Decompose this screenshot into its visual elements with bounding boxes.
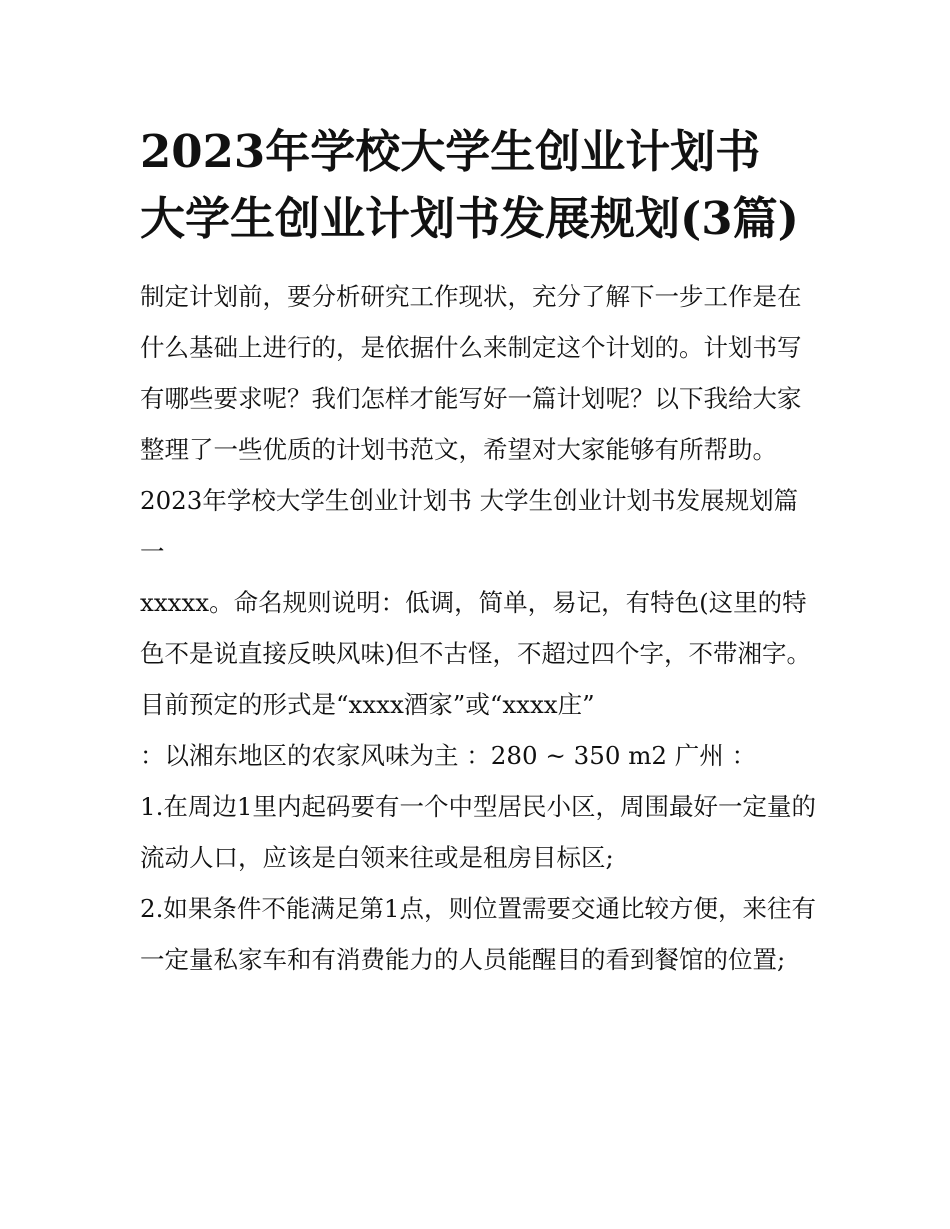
section-heading: 2023年学校大学生创业计划书 大学生创业计划书发展规划篇一 (140, 486, 799, 566)
intro-paragraph: 制定计划前，要分析研究工作现状，充分了解下一步工作是在什么基础上进行的，是依据什么来制定这个计划的。计划书写有哪些要求呢？我们怎样才能写好一篇计划呢？以下我给大家整理了一些优质的计划书范文，希望对大家能够有所帮助。 (140, 282, 802, 464)
document-body (140, 271, 820, 985)
naming-paragraph: xxxxx。命名规则说明：低调，简单，易记，有特色(这里的特色不是说直接反映风味)但不古怪，不超过四个字，不带湘字。目前预定的形式是“xxxx酒家”或“xxxx庄” (140, 588, 812, 719)
requirement-item-2: 2.如果条件不能满足第1点，则位置需要交通比较方便，来往有一定量私家车和有消费能力的人员能醒目的看到餐馆的位置; (140, 894, 816, 974)
location-summary-line: ：以湘东地区的农家风味为主 ：280 ~ 350 m2 广州 ： (140, 741, 757, 770)
document-title: 2023年学校大学生创业计划书 大学生创业计划书发展规划(3篇) (140, 125, 799, 245)
requirement-item-1: 1.在周边1里内起码要有一个中型居民小区，周围最好一定量的流动人口，应该是白领来往或是租房目标区; (140, 792, 816, 872)
document-page (140, 118, 820, 985)
